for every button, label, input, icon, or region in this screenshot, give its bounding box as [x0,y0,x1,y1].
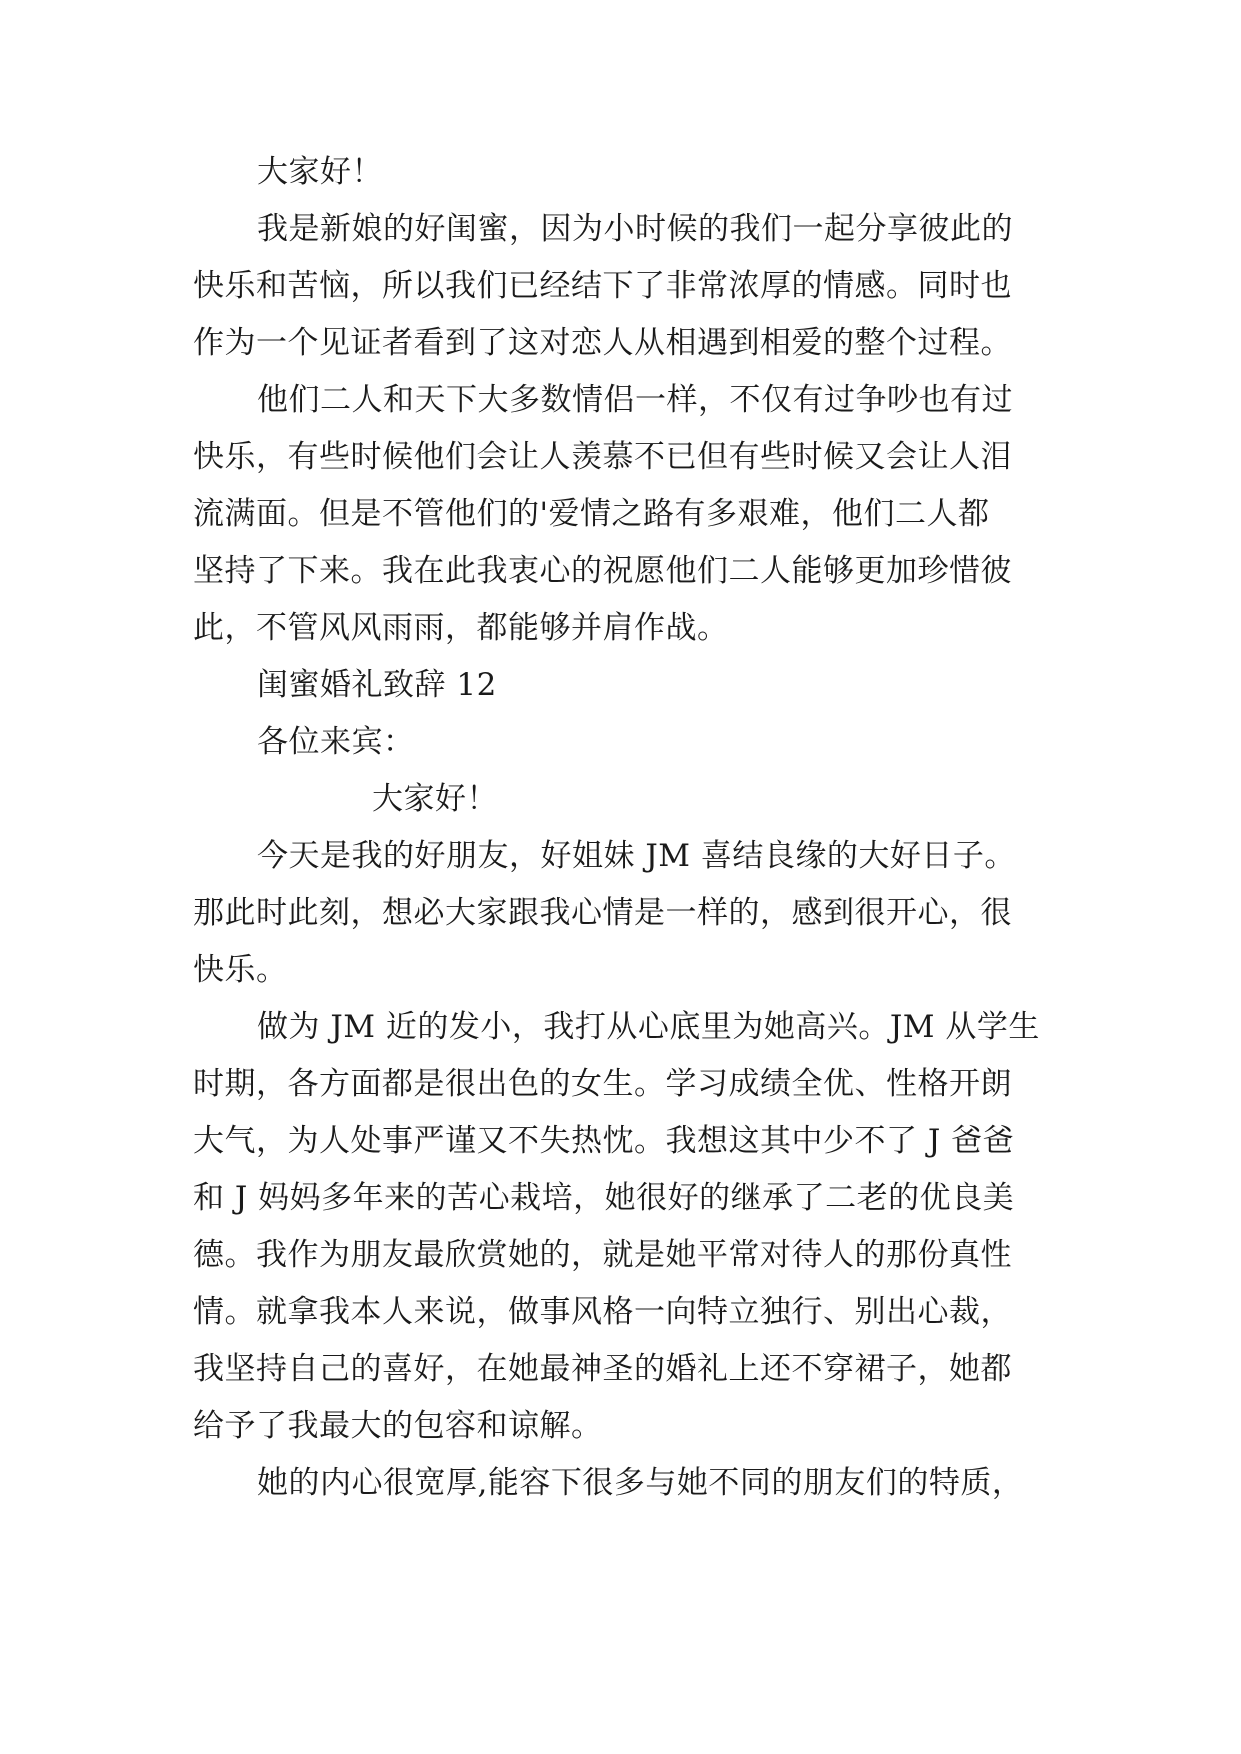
paragraph-line: 今天是我的好朋友，好姐妹 JM 喜结良缘的大好日子。 [257,838,1016,874]
paragraph-line: 和 J 妈妈多年来的苦心栽培，她很好的继承了二老的优良美 [193,1180,1015,1216]
paragraph-line: 做为 JM 近的发小，我打从心底里为她高兴。JM 从学生 [257,1009,1040,1045]
paragraph-line: 此，不管风风雨雨，都能够并肩作战。 [193,610,729,646]
paragraph-line: 流满面。但是不管他们的'爱情之路有多艰难，他们二人都 [193,496,990,532]
paragraph-line: 德。我作为朋友最欣赏她的，就是她平常对待人的那份真性 [193,1237,1012,1273]
paragraph-line: 她的内心很宽厚,能容下很多与她不同的朋友们的特质， [257,1465,1024,1501]
paragraph-line: 他们二人和天下大多数情侣一样，不仅有过争吵也有过 [257,382,1013,418]
paragraph-line: 我坚持自己的喜好，在她最神圣的婚礼上还不穿裙子，她都 [193,1351,1012,1387]
paragraph-line: 情。就拿我本人来说，做事风格一向特立独行、别出心裁， [193,1294,1012,1330]
paragraph-line: 作为一个见证者看到了这对恋人从相遇到相爱的整个过程。 [193,325,1012,361]
paragraph-line: 快乐和苦恼，所以我们已经结下了非常浓厚的情感。同时也 [193,268,1012,304]
greeting-line: 大家好！ [372,781,498,817]
paragraph-line: 快乐，有些时候他们会让人羡慕不已但有些时候又会让人泪 [193,439,1012,475]
paragraph-line: 时期，各方面都是很出色的女生。学习成绩全优、性格开朗 [193,1066,1012,1102]
paragraph-line: 给予了我最大的包容和谅解。 [193,1408,603,1444]
paragraph-line: 快乐。 [193,952,288,988]
paragraph-line: 那此时此刻，想必大家跟我心情是一样的，感到很开心，很 [193,895,1012,931]
section-heading: 闺蜜婚礼致辞 12 [257,667,497,703]
paragraph-line: 我是新娘的好闺蜜，因为小时候的我们一起分享彼此的 [257,211,1013,247]
paragraph-line: 坚持了下来。我在此我衷心的祝愿他们二人能够更加珍惜彼 [193,553,1012,589]
greeting-line: 大家好！ [257,154,383,190]
salutation-line: 各位来宾： [257,724,415,760]
paragraph-line: 大气，为人处事严谨又不失热忱。我想这其中少不了 J 爸爸 [193,1123,1015,1159]
